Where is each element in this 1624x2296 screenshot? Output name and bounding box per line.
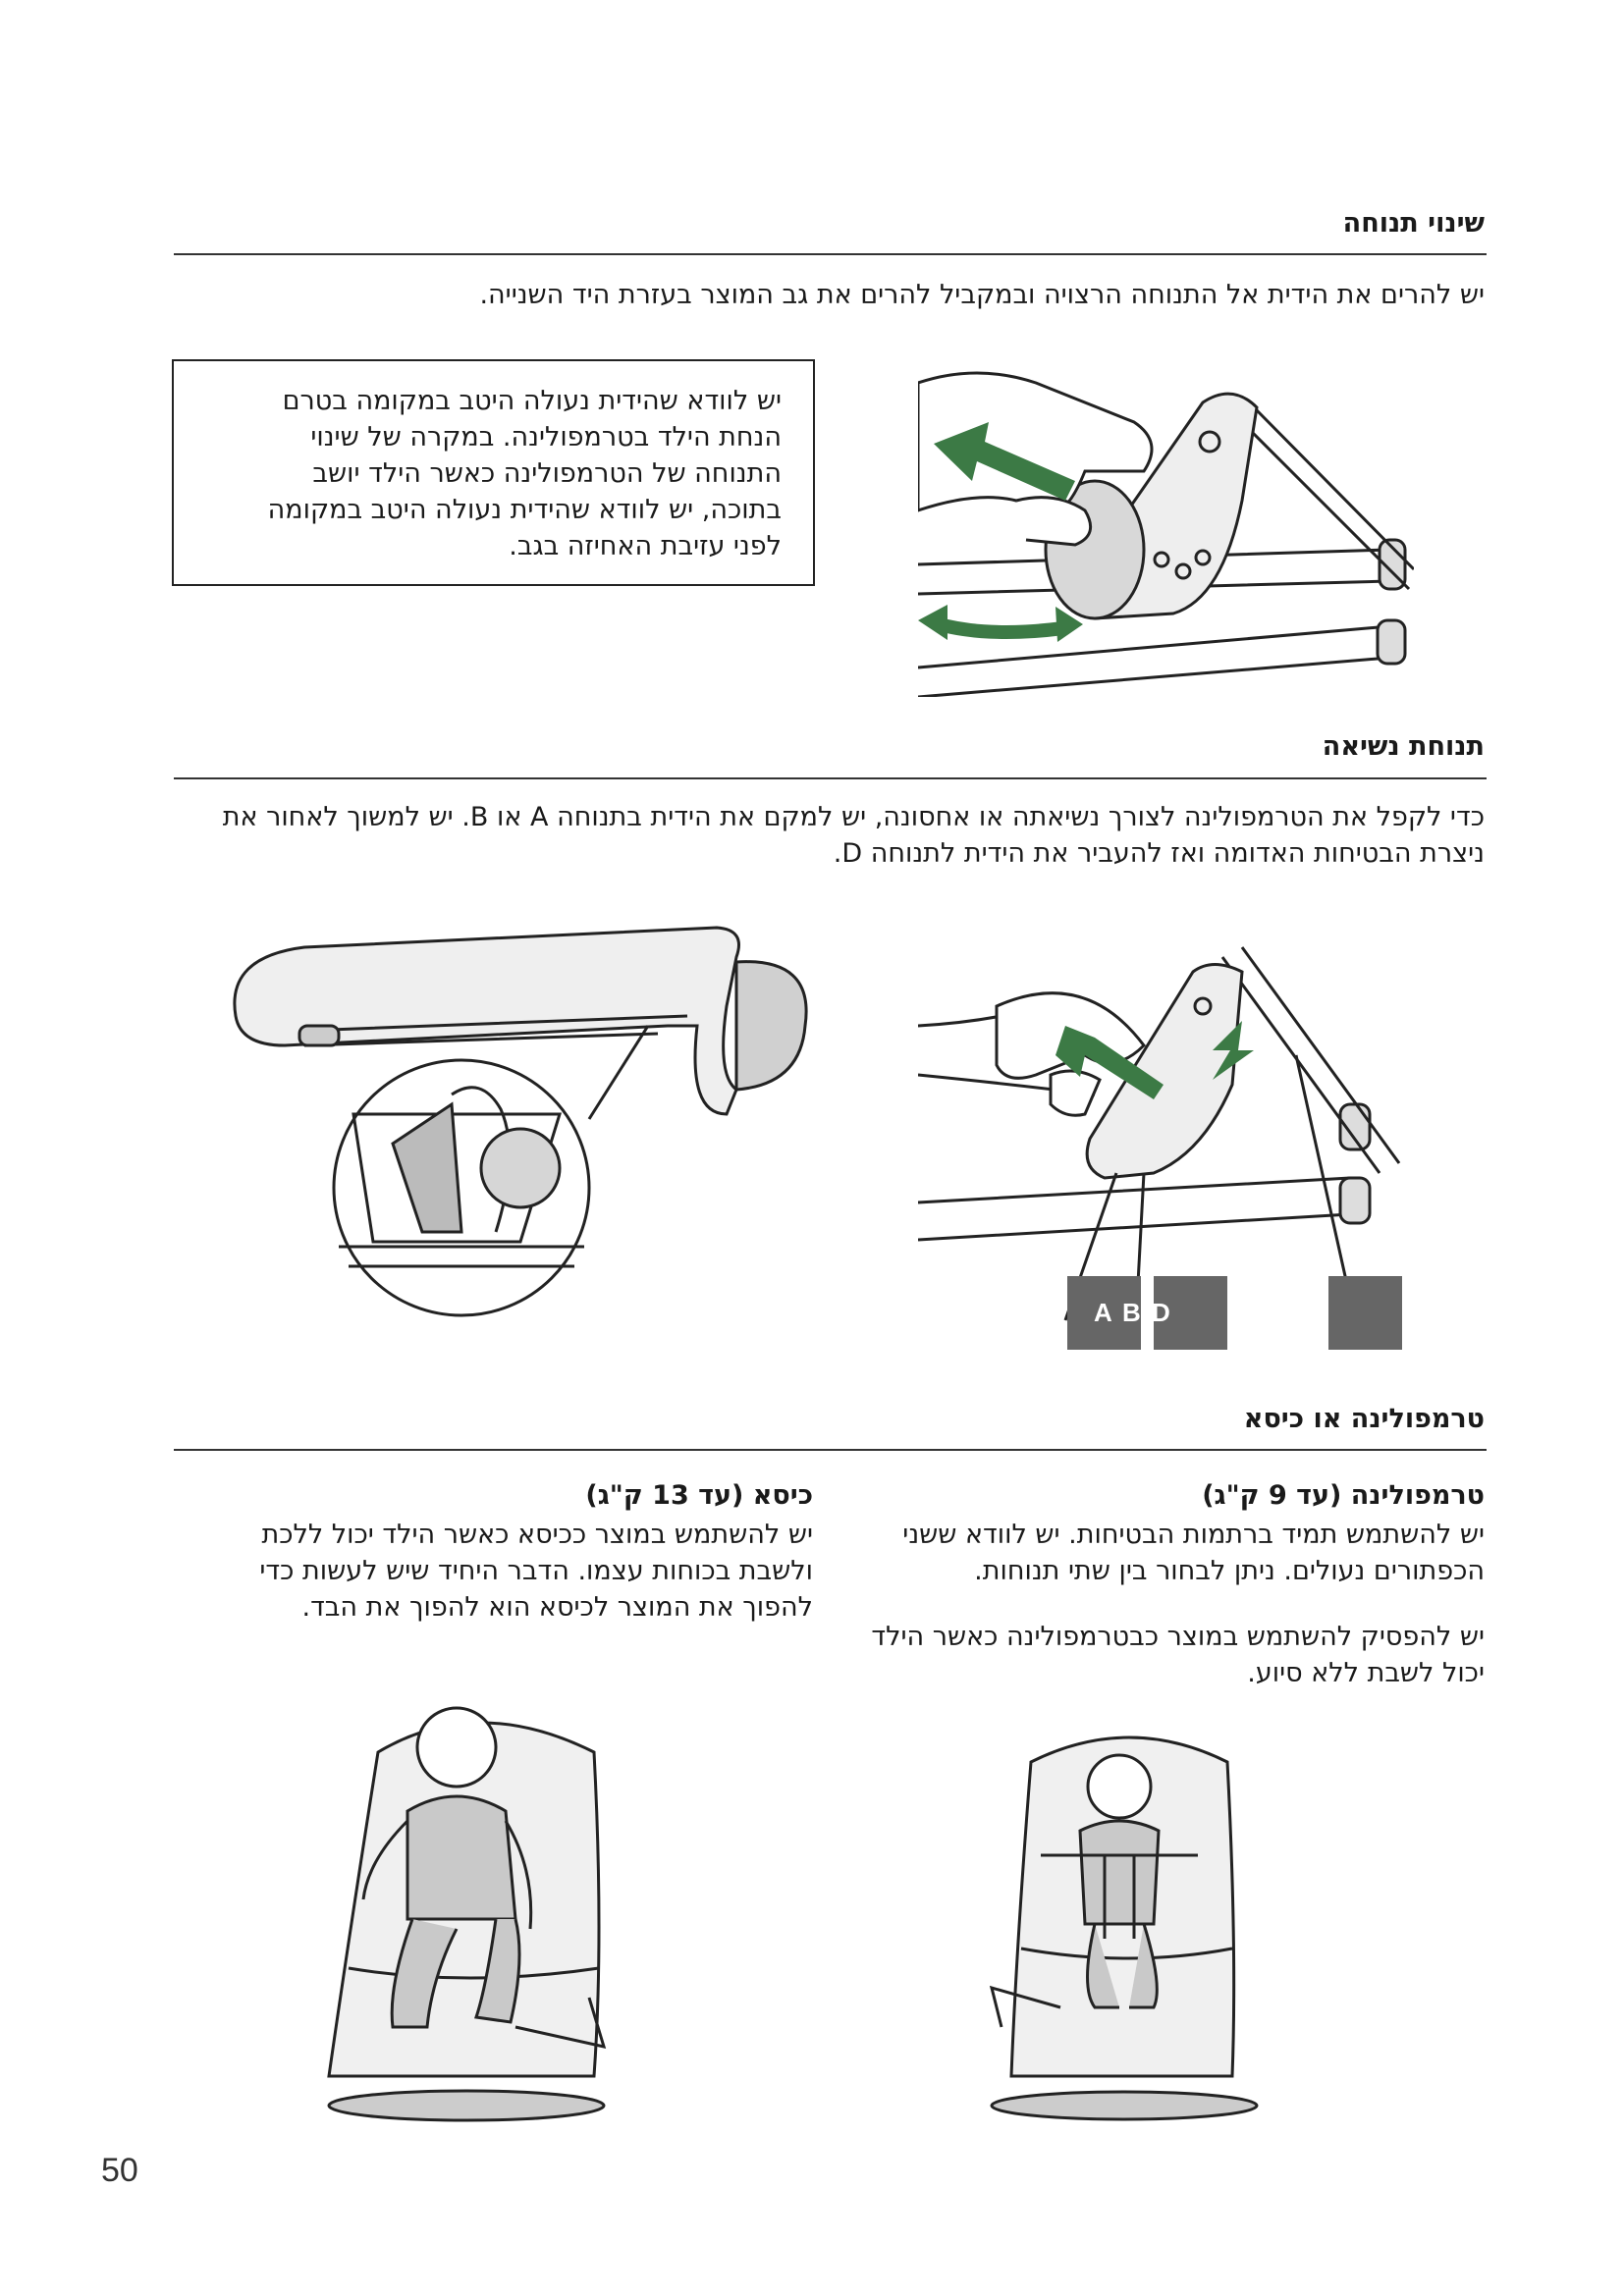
section-title-bouncer-or-chair: טרמפולינה או כיסא [1243, 1404, 1485, 1434]
section-title-carry-position: תנוחת נשיאה [1322, 731, 1485, 762]
section-divider [174, 777, 1487, 779]
text-line: ולשבת בכוחות עצמו. הדבר היחיד שיש לעשות כדי [259, 1556, 813, 1586]
page-number: 50 [101, 2152, 138, 2189]
section-divider [174, 1449, 1487, 1451]
safety-note-box [172, 359, 815, 586]
note-line: התנוחה של הטרמפולינה כאשר הילד יושב [312, 458, 782, 489]
handle-adjust-illustration [918, 363, 1414, 697]
text-line: יש להשתמש במוצר ככיסא כאשר הילד יכול ללכת [261, 1520, 813, 1550]
text-line: כדי לקפל את הטרמפולינה לצורך נשיאתה או אחסונה, יש למקם את הידית בתנוחה A או B. יש למשוך לאחור את [222, 802, 1485, 832]
bouncer-mode-illustration [982, 1713, 1276, 2125]
text-line: ניצרת הבטיחות האדומה ואז להעביר את הידית לתנוחה D. [833, 838, 1485, 869]
text-line: יכול לשבת ללא סיוע. [1247, 1658, 1485, 1688]
note-line: לפני עזיבת האחיזה בגב. [509, 531, 782, 561]
carry-handle-illustration [918, 928, 1409, 1360]
chair-mode-illustration [319, 1693, 633, 2125]
note-line: בתוכה, יש לוודא שהידית נעולה היטב במקומה [267, 495, 782, 525]
position-labels-abd: A B D [1094, 1298, 1172, 1327]
bouncer-subtitle: טרמפולינה (עד 9 ק"ג) [1202, 1480, 1485, 1511]
text-line: יש להפסיק להשתמש במוצר כבטרמפולינה כאשר הילד [871, 1622, 1485, 1652]
chair-subtitle: כיסא (עד 13 ק"ג) [585, 1480, 813, 1511]
change-position-text: יש להרים את הידית אל התנוחה הרצויה ובמקביל להרים את גב המוצר בעזרת היד השנייה. [479, 280, 1485, 310]
note-line: יש לוודא שהידית נעולה היטב במקומה בטרם [282, 386, 782, 416]
section-title-change-position: שינוי תנוחה [1342, 208, 1485, 239]
note-line: הנחת הילד בטרמפולינה. במקרה של שינוי [310, 422, 782, 453]
section-divider [174, 253, 1487, 255]
bouncer-text [837, 1517, 1485, 1691]
text-line: להפוך את המוצר לכיסא הוא להפוך את הבד. [301, 1592, 813, 1623]
text-line: יש להשתמש תמיד ברתמות הבטיחות. יש לוודא ששני [902, 1520, 1485, 1550]
chair-text [185, 1517, 813, 1626]
folded-bouncer-illustration [226, 918, 825, 1320]
carry-position-text [169, 799, 1485, 872]
text-line: הכפתורים נעולים. ניתן לבחור בין שתי תנוחות. [974, 1556, 1485, 1586]
